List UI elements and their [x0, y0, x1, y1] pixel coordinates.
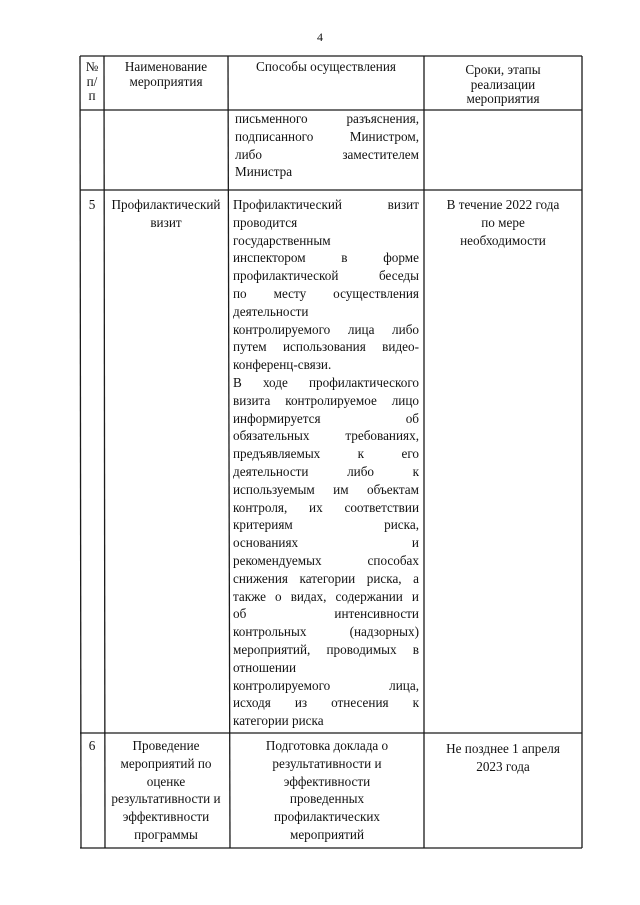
name-line: мероприятий по — [120, 755, 212, 771]
row-5-name — [104, 196, 228, 232]
name-line: оценке — [146, 773, 186, 789]
method-line: подписанного Министром, — [235, 128, 419, 144]
row-continuation-method — [235, 110, 419, 181]
method-line: контрольных (надзорных) — [233, 624, 419, 640]
method-line: проводится — [233, 214, 298, 230]
header-term-line: реализации — [470, 76, 536, 92]
method-line: профилактической беседы — [233, 268, 419, 284]
method-line: мероприятий — [289, 826, 365, 842]
method-line: визита контролируемое лицо — [233, 392, 419, 408]
method-line: рекомендуемых способах — [233, 552, 419, 568]
method-line: проведенных — [289, 791, 365, 807]
method-line: информируется об — [233, 410, 419, 426]
page-number: 4 — [317, 30, 323, 44]
name-line: результативности и — [111, 791, 221, 807]
row-5-method — [233, 196, 419, 730]
method-line: Подготовка доклада о — [265, 738, 389, 753]
header-method — [228, 60, 424, 75]
header-number-line: п — [88, 88, 96, 103]
method-line: используемым им объектам — [233, 481, 419, 497]
method-line: мероприятий, проводимых в — [233, 641, 419, 657]
row-6-number: 6 — [88, 738, 96, 753]
method-line: снижения категории риска, а — [233, 570, 419, 586]
term-line: Не позднее 1 апреля — [446, 741, 560, 756]
method-line: инспектором в форме — [233, 250, 419, 266]
term-line: по мере — [481, 214, 525, 230]
method-line: контролируемого лица либо — [233, 321, 419, 337]
method-line: путем использования видео- — [233, 339, 419, 355]
method-line: либо заместителем — [235, 146, 419, 162]
method-line: Министра — [235, 164, 293, 180]
method-line: эффективности — [283, 773, 371, 789]
method-line: исходя из отнесения к — [233, 695, 419, 711]
header-number-line: № — [85, 59, 99, 74]
method-line: Профилактический визит — [233, 197, 419, 212]
term-line: необходимости — [460, 232, 546, 248]
method-line: обязательных требованиях, — [233, 428, 419, 444]
name-line: Проведение — [132, 738, 200, 753]
method-line: государственным — [233, 232, 331, 248]
name-line: программы — [134, 826, 198, 842]
method-line: критериям риска, — [233, 517, 419, 533]
method-line: профилактических — [273, 809, 381, 825]
method-line: конференц-связи. — [233, 357, 332, 373]
header-term-line: Сроки, этапы — [465, 62, 541, 77]
row-6-term — [424, 740, 582, 776]
method-line: контролируемого лица, — [233, 677, 419, 693]
name-line: эффективности — [122, 809, 210, 825]
term-line: В течение 2022 года — [446, 197, 560, 212]
name-line: визит — [150, 214, 182, 230]
row-5-term — [424, 196, 582, 249]
header-method-line: Способы осуществления — [256, 59, 396, 74]
row-6-name — [104, 737, 228, 844]
method-line: об интенсивности — [233, 606, 419, 622]
method-line: деятельности либо к — [233, 463, 419, 479]
term-line: 2023 года — [476, 758, 530, 774]
header-number — [80, 60, 104, 104]
method-line: предъявляемых к его — [233, 446, 419, 462]
method-line: отношении — [233, 659, 297, 675]
row-5-number: 5 — [88, 197, 96, 212]
method-line: категории риска — [233, 713, 324, 729]
header-term — [424, 63, 582, 107]
name-line: Профилактический — [111, 197, 221, 212]
header-number-line: п/ — [86, 73, 98, 89]
header-name-line: мероприятия — [129, 73, 203, 89]
method-line: В ходе профилактического — [233, 374, 419, 390]
row-6-method — [230, 737, 424, 844]
method-line: основаниях и — [233, 535, 419, 551]
method-line: также о видах, содержании и — [233, 588, 419, 604]
method-line: по месту осуществления — [233, 285, 419, 301]
method-line: контроля, их соответствии — [233, 499, 419, 515]
method-line: письменного разъяснения, — [235, 111, 419, 126]
header-term-line: мероприятия — [466, 91, 540, 106]
method-line: деятельности — [233, 303, 309, 319]
header-name-line: Наименование — [124, 59, 208, 74]
header-name — [104, 60, 228, 89]
method-line: результативности и — [272, 755, 382, 771]
